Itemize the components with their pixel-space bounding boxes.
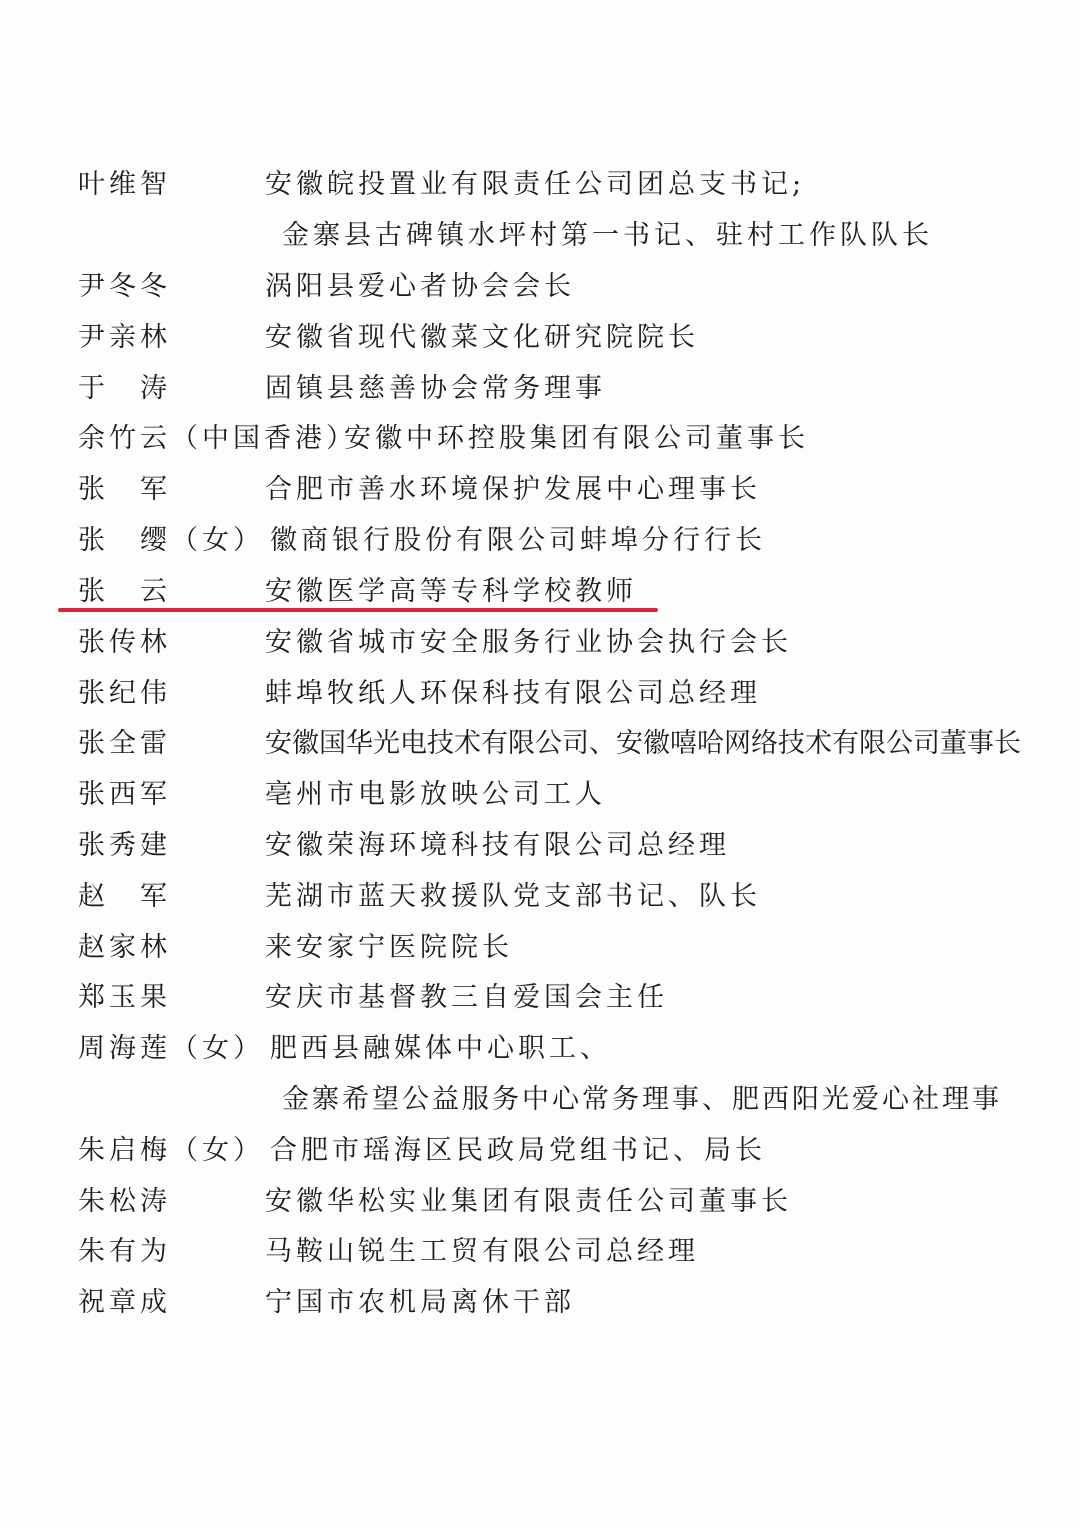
list-item — [0, 367, 1080, 411]
list-item — [0, 316, 1080, 360]
list-item — [0, 1281, 1080, 1325]
person-title: 安徽医学高等专科学校教师 — [265, 576, 637, 607]
list-item — [0, 722, 1080, 766]
list-item — [0, 265, 1080, 309]
person-name: 郑玉果 — [78, 982, 171, 1013]
person-name: 张传林 — [78, 627, 171, 658]
person-title: 合肥市善水环境保护发展中心理事长 — [265, 474, 761, 505]
person-title: 安徽省现代徽菜文化研究院院长 — [265, 322, 699, 353]
person-title-continuation: 金寨县古碑镇水坪村第一书记、驻村工作队队长 — [282, 220, 933, 251]
list-item — [0, 519, 1080, 563]
red-underline-annotation — [58, 608, 658, 612]
person-name: 张西军 — [78, 779, 171, 810]
person-title: 安徽中环控股集团有限公司董事长 — [344, 423, 809, 454]
list-item — [0, 468, 1080, 512]
list-item — [0, 976, 1080, 1020]
person-title: 来安家宁医院院长 — [265, 932, 513, 963]
person-title: 马鞍山锐生工贸有限公司总经理 — [265, 1236, 699, 1267]
person-title: 安徽国华光电技术有限公司、安徽嘻哈网络技术有限公司董事长 — [265, 728, 1021, 759]
list-item — [0, 1230, 1080, 1274]
person-name: 尹冬冬 — [78, 271, 171, 302]
person-name: 周海莲（女） — [78, 1033, 264, 1064]
person-name: 祝章成 — [78, 1287, 171, 1318]
person-title: 安徽省城市安全服务行业协会执行会长 — [265, 627, 792, 658]
person-title: 安徽皖投置业有限责任公司团总支书记; — [265, 169, 806, 200]
list-item — [0, 1027, 1080, 1071]
list-item — [0, 672, 1080, 716]
person-name: 朱有为 — [78, 1236, 171, 1267]
person-name: 张 缨（女） — [78, 525, 264, 556]
person-title: 宁国市农机局离休干部 — [265, 1287, 575, 1318]
person-name: 朱松涛 — [78, 1186, 171, 1217]
person-title: 亳州市电影放映公司工人 — [265, 779, 606, 810]
list-item — [0, 163, 1080, 207]
person-title: 肥西县融媒体中心职工、 — [270, 1033, 611, 1064]
person-title: 安徽华松实业集团有限责任公司董事长 — [265, 1186, 792, 1217]
person-name: 赵家林 — [78, 932, 171, 963]
person-name: 张秀建 — [78, 830, 171, 861]
person-name: 张全雷 — [78, 728, 171, 759]
list-item-continuation — [0, 1078, 1080, 1122]
person-name: 余竹云（中国香港） — [78, 423, 357, 454]
person-title: 涡阳县爱心者协会会长 — [265, 271, 575, 302]
list-item — [0, 773, 1080, 817]
person-name: 尹亲林 — [78, 322, 171, 353]
person-name: 张纪伟 — [78, 678, 171, 709]
list-item — [0, 621, 1080, 665]
person-title: 合肥市瑶海区民政局党组书记、局长 — [270, 1135, 766, 1166]
list-item — [0, 1129, 1080, 1173]
person-title: 固镇县慈善协会常务理事 — [265, 373, 606, 404]
list-item — [0, 417, 1080, 461]
person-title: 安徽荣海环境科技有限公司总经理 — [265, 830, 730, 861]
person-title: 蚌埠牧纸人环保科技有限公司总经理 — [265, 678, 761, 709]
person-title: 芜湖市蓝天救援队党支部书记、队长 — [265, 881, 761, 912]
person-name: 朱启梅（女） — [78, 1135, 264, 1166]
person-name: 赵 军 — [78, 881, 171, 912]
person-title: 徽商银行股份有限公司蚌埠分行行长 — [270, 525, 766, 556]
person-title: 安庆市基督教三自爱国会主任 — [265, 982, 668, 1013]
person-name: 张 军 — [78, 474, 171, 505]
list-item — [0, 926, 1080, 970]
list-item — [0, 875, 1080, 919]
person-name: 叶维智 — [78, 169, 171, 200]
list-item-continuation — [0, 214, 1080, 258]
list-item — [0, 1180, 1080, 1224]
person-title-continuation: 金寨希望公益服务中心常务理事、肥西阳光爱心社理事 — [282, 1084, 1002, 1115]
person-name: 张 云 — [78, 576, 171, 607]
person-name: 于 涛 — [78, 373, 171, 404]
list-item — [0, 824, 1080, 868]
